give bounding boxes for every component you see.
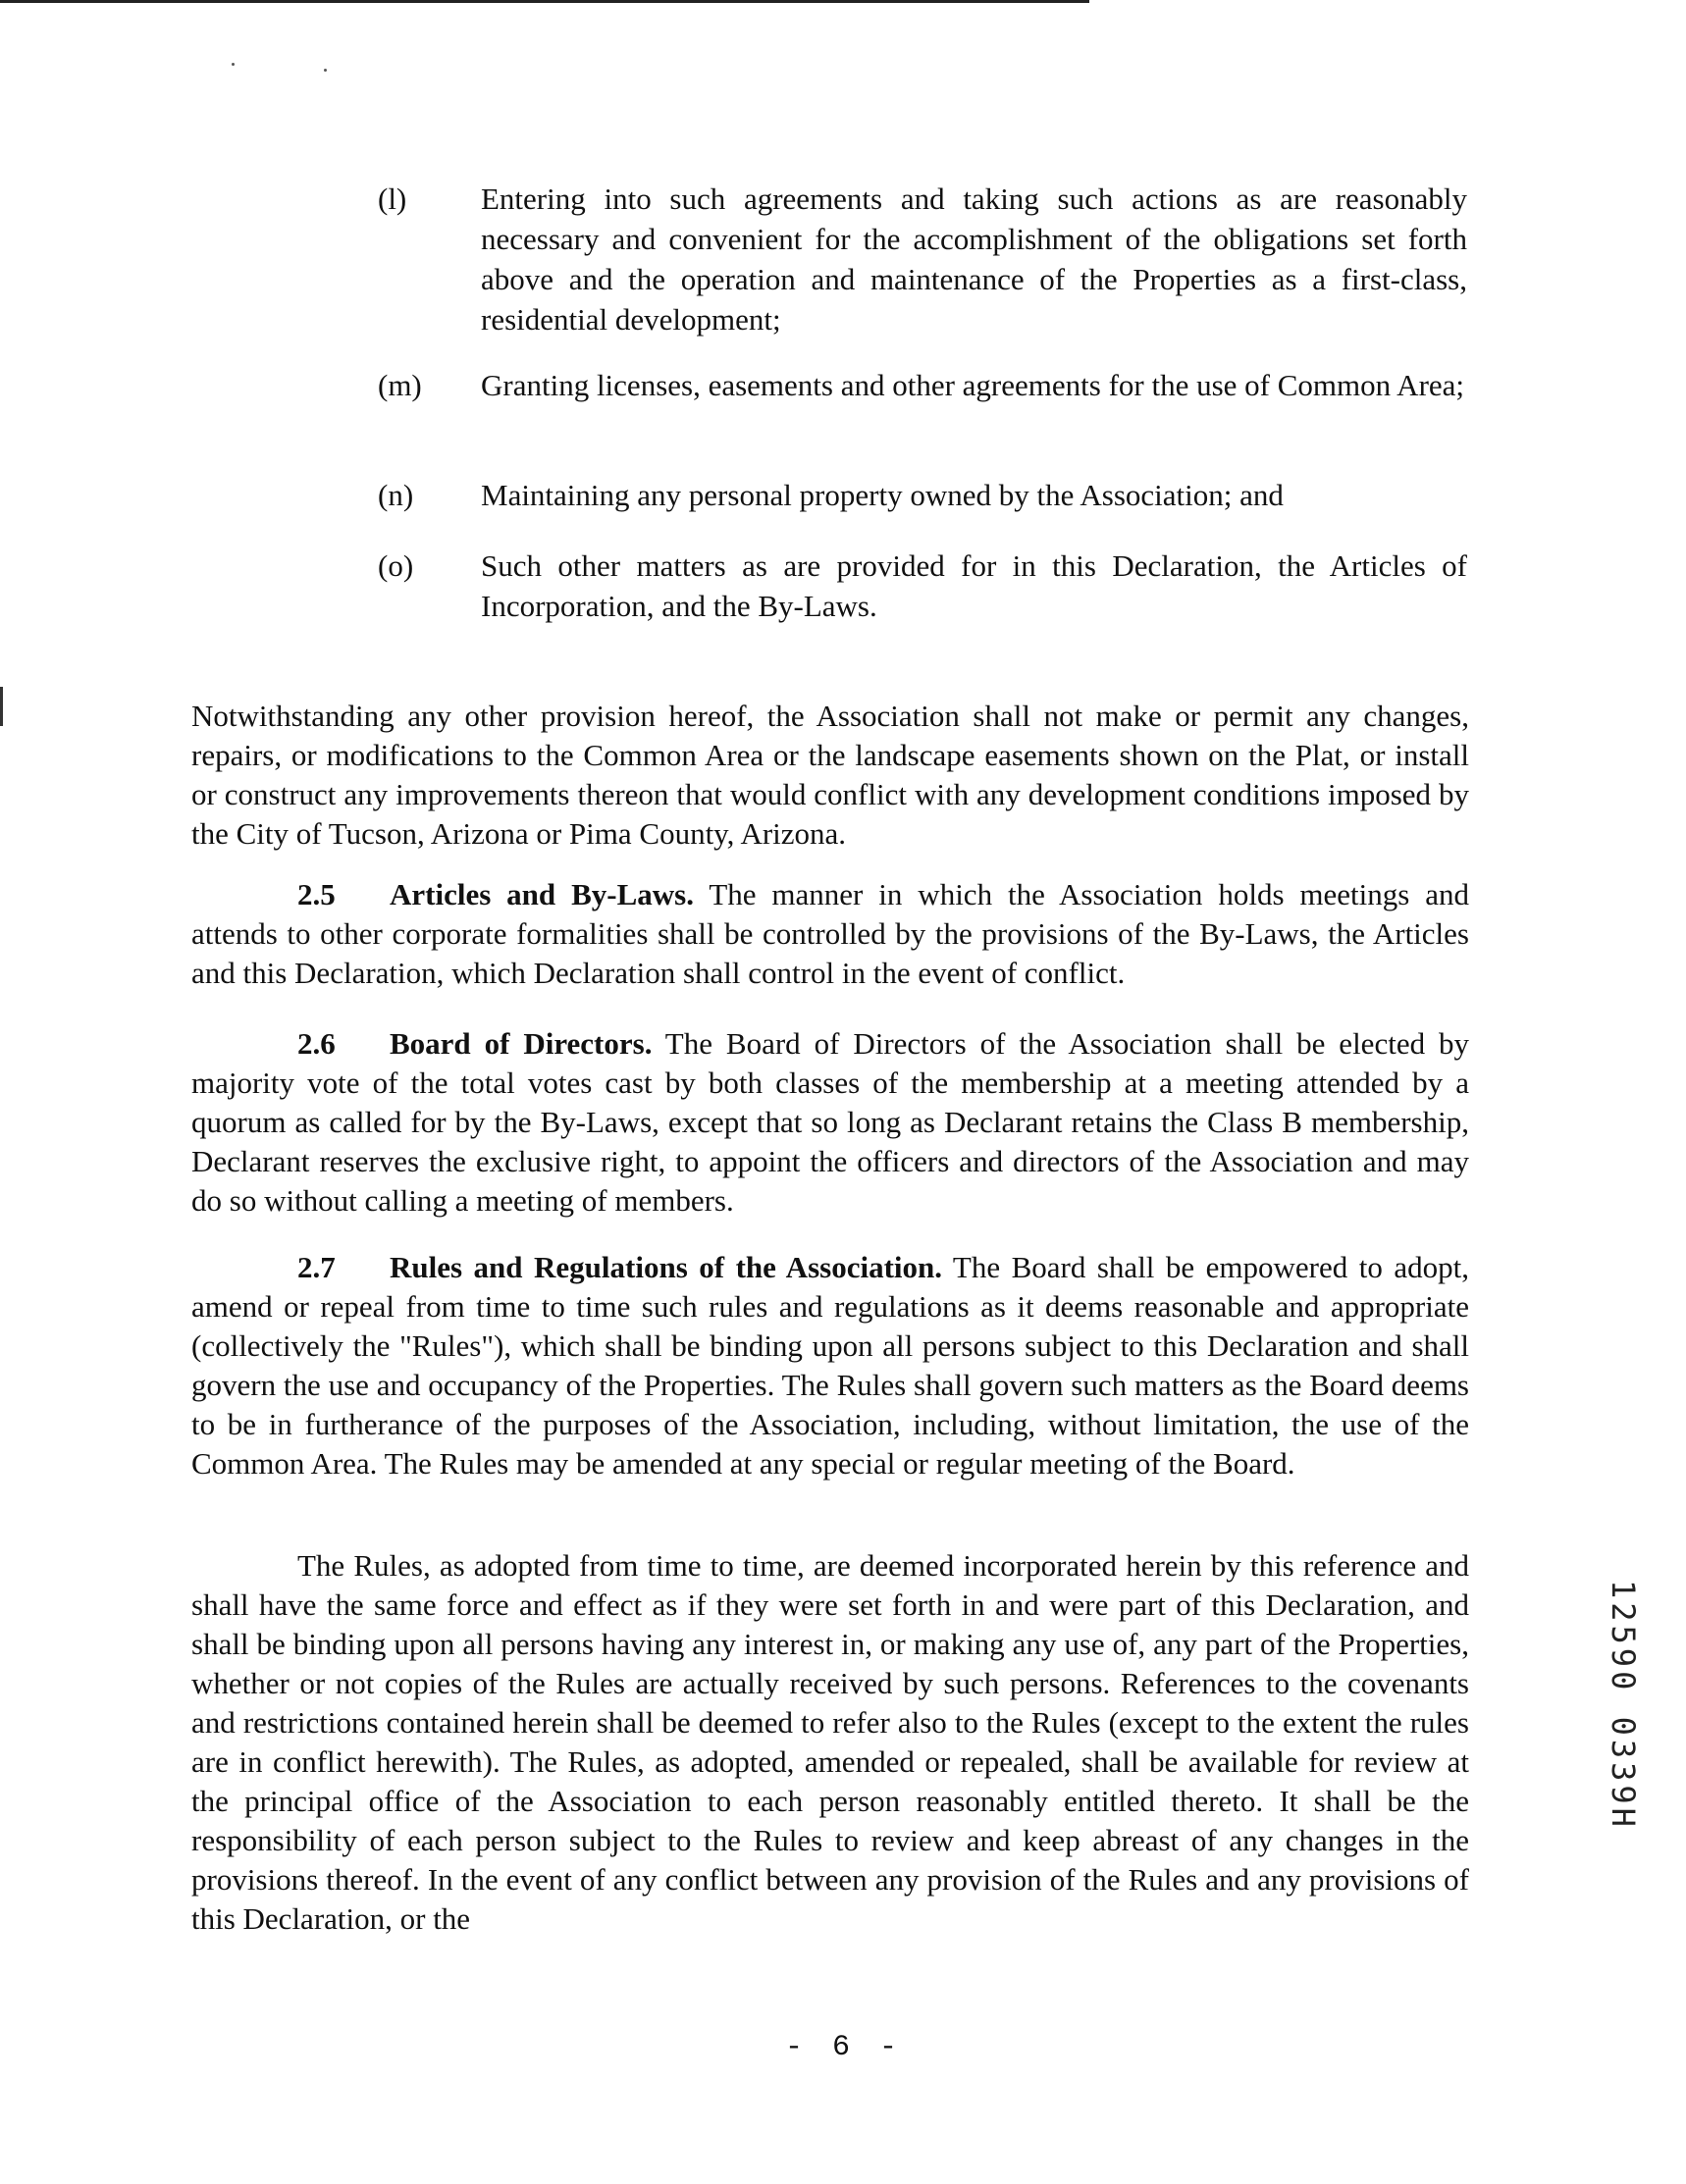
section-title: Rules and Regulations of the Association. (390, 1250, 942, 1284)
list-item-l (378, 179, 1467, 339)
recording-stamp: 12590 0339H (1605, 1580, 1642, 1831)
section-2-7 (191, 1248, 1469, 1483)
list-item-m (378, 365, 1467, 445)
page-number: - 6 - (784, 2031, 903, 2064)
list-marker: (m) (378, 368, 422, 402)
notwithstanding-paragraph: Notwithstanding any other provision hereof, the Association shall not make or permit any changes, repairs, or modifications to the Common Area or the landscape easements shown on the Plat, or install or construct any improvements thereon that would conflict with any development conditions imposed by the City of Tucson, Arizona or Pima County, Arizona. (191, 699, 1469, 851)
list-item-text: Such other matters as are provided for in this Declaration, the Articles of Incorporation, and the By-Laws. (481, 548, 1467, 623)
scan-top-border (0, 0, 1089, 3)
section-body: The Board of Directors of the Association shall be elected by majority vote of the total votes cast by both classes of the membership at a meeting attended by a quorum as called for by the By-Laws, except that so long as Declarant retains the Class B membership, Declarant reserves the exclusive right, to appoint the officers and directors of the Association and may do so without calling a meeting of members. (191, 1026, 1469, 1218)
section-body: The Board shall be empowered to adopt, amend or repeal from time to time such rules and regulations as it deems reasonable and appropriate (collectively the "Rules"), which shall be binding upon all persons subject to this Declaration and shall govern the use and occupancy of the Properties. The Rules shall govern such matters as the Board deems to be in furtherance of the purposes of the Association, including, without limitation, the use of the Common Area. The Rules may be amended at any special or regular meeting of the Board. (191, 1250, 1469, 1481)
list-marker: (n) (378, 478, 414, 512)
list-item-text: Granting licenses, easements and other agreements for the use of Common Area; (481, 368, 1465, 402)
list-item-text: Entering into such agreements and taking such actions as are reasonably necessary and convenient for the accomplishment of the obligations set forth above and the operation and maintenance of the Properties as a first-class, residential development; (481, 182, 1467, 337)
section-2-6 (191, 1024, 1469, 1221)
section-title: Articles and By-Laws. (390, 877, 694, 911)
list-item-n (378, 475, 1467, 515)
section-number: 2.5 (297, 877, 336, 911)
section-2-5 (191, 875, 1469, 993)
list-marker: (l) (378, 182, 407, 216)
scan-margin-mark (0, 687, 3, 726)
scan-speck (324, 69, 327, 72)
scan-speck (232, 63, 235, 66)
list-item-o (378, 546, 1467, 626)
section-title: Board of Directors. (390, 1026, 653, 1061)
list-item-text: Maintaining any personal property owned by the Association; and (481, 478, 1284, 512)
section-body: The manner in which the Association holds meetings and attends to other corporate formalities shall be controlled by the provisions of the By-Laws, the Articles and this Declaration, which Declaration shall control in the event of conflict. (191, 877, 1470, 990)
list-marker: (o) (378, 548, 414, 583)
section-number: 2.6 (297, 1026, 336, 1061)
rules-paragraph: The Rules, as adopted from time to time, are deemed incorporated herein by this reference and shall have the same force and effect as if they were set forth in and were part of this Declaration, and shall be binding upon all persons having any interest in, or making any use of, any part of the Properties, whether or not copies of the Rules are actually received by such persons. References to the covenants and restrictions contained herein shall be deemed to refer also to the Rules (except to the extent the rules are in conflict herewith). The Rules, as adopted, amended or repealed, shall be available for review at the principal office of the Association to each person reasonably entitled thereto. It shall be the responsibility of each person subject to the Rules to review and keep abreast of any changes in the provisions thereof. In the event of any conflict between any provision of the Rules and any provisions of this Declaration, or the (191, 1548, 1469, 1936)
section-number: 2.7 (297, 1250, 336, 1284)
